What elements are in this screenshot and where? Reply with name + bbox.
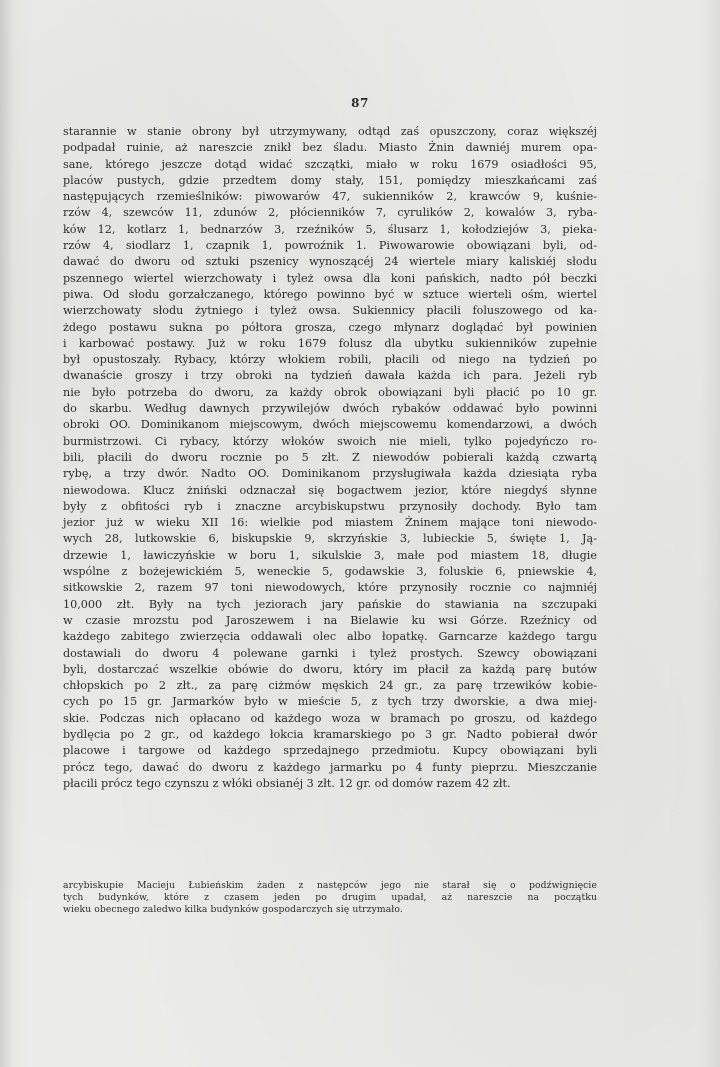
text-line: ków 12, kotlarz 1, bednarzów 3, rzeźników 5, ślusarz 1, kołodziejów 3, pieka- <box>63 222 597 236</box>
text-line: bili, płacili do dworu rocznie po 5 złt. Z niewodów pobierali każdą czwartą <box>63 450 597 464</box>
text-line: starannie w stanie obrony był utrzymywany, odtąd zaś opuszczony, coraz większéj <box>63 125 597 138</box>
text-line: dawać do dworu od sztuki pszenicy wynoszącéj 24 wiertele miary kaliskiéj słodu <box>63 255 597 269</box>
footnote-line: wieku obecnego zaledwo kilka budynków gospodarczych się utrzymało. <box>63 903 403 915</box>
text-line: 10,000 złt. Były na tych jeziorach jary pańskie do stawiania na szczupaki <box>63 597 597 611</box>
footnote-line: arcybiskupie Macieju Łubieńskim żaden z następców jego nie starał się o podźwignięcie <box>63 880 597 891</box>
footnote-line: tych budynków, które z czasem jeden po drugim upadał, aż nareszcie na początku <box>63 891 597 903</box>
text-line: podpadał ruinie, aż nareszcie znikł bez śladu. Miasto Żnin dawniéj murem opa- <box>63 141 597 155</box>
text-line: wych 28, lutkowskie 6, biskupskie 9, skrzyńskie 3, lubieckie 5, święte 1, Ją- <box>63 532 597 546</box>
text-line: do skarbu. Według dawnych przywilejów dwóch rybaków oddawać było powinni <box>63 402 597 416</box>
text-line: były z obfitości ryb i znaczne arcybiskupstwu przynosiły dochody. Było tam <box>63 499 597 513</box>
text-line: pszennego wiertel wierzchowaty i tyleż owsa dla koni pańskich, nadto pół beczki <box>63 271 597 285</box>
text-line: wierzchowaty słodu żytniego i tyleż owsa. Sukiennicy płacili foluszowego od ka- <box>63 304 597 318</box>
text-line: sitkowskie 2, razem 97 toni niewodowych, które przynosiły rocznie co najmniéj <box>63 581 597 595</box>
footnote-block <box>63 880 597 915</box>
text-line: wspólne z bożejewickiém 5, weneckie 5, godawskie 3, foluskie 6, pniewskie 4, <box>63 565 597 579</box>
text-line: dostawiali do dworu 4 polewane garnki i tyleż prostych. Szewcy obowiązani <box>63 646 597 660</box>
text-line: rybę, a trzy dwór. Nadto OO. Dominikanom przysługiwała każda dziesiąta ryba <box>63 467 597 481</box>
text-line: placowe i targowe od każdego sprzedajnego przedmiotu. Kupcy obowiązani byli <box>63 744 597 758</box>
main-text-block <box>63 124 597 792</box>
text-line: burmistrzowi. Ci rybacy, którzy włoków swoich nie mieli, tylko pojedyńczo ro- <box>63 434 597 448</box>
text-line: i karbować postawy. Już w roku 1679 folusz dla ubytku sukienników zupełnie <box>63 336 597 350</box>
text-line: płacili prócz tego czynszu z włóki obsianéj 3 złt. 12 gr. od domów razem 42 złt. <box>63 776 511 790</box>
text-line: drzewie 1, ławiczyńskie w boru 1, sikulskie 3, małe pod miastem 18, długie <box>63 548 597 562</box>
text-line: placów pustych, gdzie przedtem domy stały, 151, pomiędzy mieszkańcami zaś <box>63 173 597 187</box>
text-line: dwanaście groszy i trzy obroki na tydzień dawała każda ich para. Jeżeli ryb <box>63 369 597 383</box>
text-line: obroki OO. Dominikanom miejscowym, dwóch miejscowemu komendarzowi, a dwóch <box>63 418 597 432</box>
text-line: żdego postawu sukna po półtora grosza, czego młynarz doglądać był powinien <box>63 320 597 334</box>
page-number: 87 <box>351 96 369 110</box>
text-line: chłopskich po 2 złt., za parę ciżmów męskich 24 gr., za parę trzewików kobie- <box>63 679 597 693</box>
text-line: jezior już w wieku XII 16: wielkie pod miastem Żninem mające toni niewodo- <box>63 516 597 530</box>
text-line: prócz tego, dawać do dworu z każdego jarmarku po 4 funty pieprzu. Mieszczanie <box>63 760 597 774</box>
text-line: nie było potrzeba do dworu, za każdy obrok obowiązani byli płacić po 10 gr. <box>63 385 597 399</box>
text-line: piwa. Od słodu gorzałczanego, którego powinno być w sztuce wierteli ośm, wiertel <box>63 287 597 301</box>
text-line: w czasie mrozstu pod Jaroszewem i na Bielawie ku wsi Górze. Rzeźnicy od <box>63 613 597 627</box>
text-line: następujących rzemieślników: piwowarów 47, sukienników 2, krawców 9, kuśnie- <box>63 190 597 204</box>
text-line: był opustoszały. Rybacy, którzy włokiem robili, płacili od niego na tydzień po <box>63 353 597 367</box>
text-line: skie. Podczas nich opłacano od każdego woza w bramach po groszu, od każdego <box>63 711 597 725</box>
text-line: każdego zabitego zwierzęcia oddawali olec albo łopatkę. Garncarze każdego targu <box>63 630 597 644</box>
text-line: sane, którego jeszcze dotąd widać szczątki, miało w roku 1679 osiadłości 95, <box>63 157 597 171</box>
text-line: bydlęcia po 2 gr., od każdego łokcia kramarskiego po 3 gr. Nadto pobierał dwór <box>63 727 597 741</box>
text-line: rzów 4, szewców 11, zdunów 2, płócienników 7, cyrulików 2, kowalów 3, ryba- <box>63 206 597 220</box>
text-line: byli, dostarczać wszelkie obówie do dworu, który im płacił za każdą parę butów <box>63 662 597 676</box>
text-line: rzów 4, siodlarz 1, czapnik 1, powroźnik 1. Piwowarowie obowiązani byli, od- <box>63 239 597 253</box>
text-line: cych po 15 gr. Jarmarków było w mieście 5, z tych trzy dworskie, a dwa miej- <box>63 695 597 709</box>
text-line: niewodowa. Klucz żniński odznaczał się bogactwem jezior, które niegdyś słynne <box>63 483 597 497</box>
